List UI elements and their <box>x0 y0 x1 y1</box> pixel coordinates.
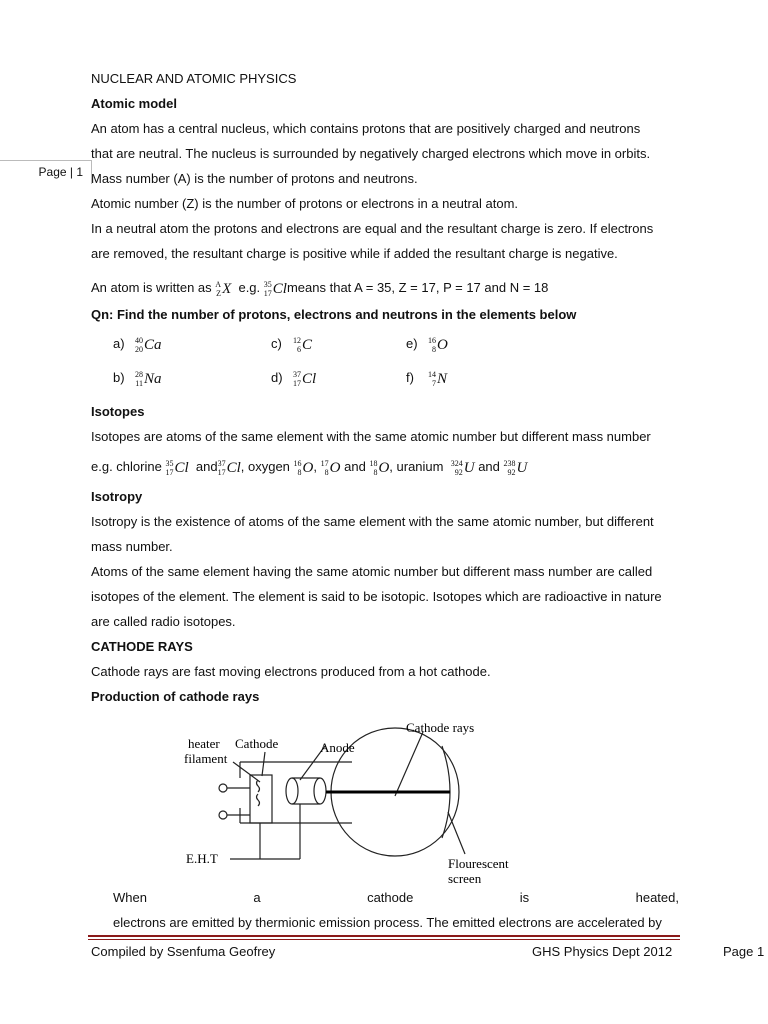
label-flourescent: Flourescent <box>448 856 509 871</box>
nuclide-o17: 17 8 O <box>320 459 341 478</box>
label-filament: filament <box>184 751 228 766</box>
when-heated-line: When a cathode is heated, <box>113 890 679 905</box>
footer-rule-thick <box>88 935 680 937</box>
question-item-b: b) 28 11 Na <box>113 370 162 389</box>
question-item-e: e) 16 8 O <box>406 336 448 355</box>
nuclide-cl35: 35 17 Cl <box>165 459 189 478</box>
label-eht: E.H.T <box>186 851 218 866</box>
eg-chlorine-text: e.g. chlorine <box>91 459 162 474</box>
question-item-c: c) 12 6 C <box>271 336 313 355</box>
question-item-f: f) 14 7 N <box>406 370 448 389</box>
footer-department: GHS Physics Dept 2012 <box>532 944 673 959</box>
notation-eg: e.g. <box>238 280 261 295</box>
mass-number-definition: Mass number (A) is the number of protons and neutrons. <box>91 171 418 186</box>
footer-page-number: Page 1 <box>723 944 765 959</box>
nuclide-o16: 16 8 O <box>293 459 314 478</box>
cathode-rays-definition: Cathode rays are fast moving electrons produced from a hot cathode. <box>91 664 491 679</box>
cathode-rays-heading: CATHODE RAYS <box>91 639 193 654</box>
nuclide-cl37: 37 17 Cl <box>217 459 241 478</box>
margin-page-label: Page | 1 <box>38 165 83 179</box>
question-item-a: a) 40 20 Ca <box>113 336 162 355</box>
nuclide-u324: 324 92 U <box>450 459 475 478</box>
notation-pre: An atom is written as <box>91 280 212 295</box>
isotropy-line5: are called radio isotopes. <box>91 614 236 629</box>
isotropy-line4: isotopes of the element. The element is said to be isotopic. Isotopes which are radioactive in nature <box>91 589 662 604</box>
nuclide-o18: 18 8 O <box>369 459 390 478</box>
emitted-electrons-line: electrons are emitted by thermionic emission process. The emitted electrons are accelerated by <box>113 915 662 930</box>
atomic-number-definition: Atomic number (Z) is the number of protons or electrons in a neutral atom. <box>91 196 519 211</box>
oxygen-text: , oxygen <box>240 459 290 474</box>
notation-post: means that A = 35, Z = 17, P = 17 and N = 18 <box>286 280 549 295</box>
footer-author: Compiled by Ssenfuma Geofrey <box>91 944 276 959</box>
isotopes-heading: Isotopes <box>91 404 145 419</box>
nuclide-example: 35 17 Cl <box>263 280 287 299</box>
isotropy-heading: Isotropy <box>91 489 143 504</box>
label-cathode: Cathode <box>235 736 279 751</box>
margin-page-indicator <box>0 160 92 184</box>
isotropy-line1: Isotropy is the existence of atoms of the same element with the same atomic number, but different <box>91 514 654 529</box>
atomic-model-heading: Atomic model <box>91 96 177 111</box>
notation-line <box>91 277 548 300</box>
question-text: Qn: Find the number of protons, electrons and neutrons in the elements below <box>91 307 577 322</box>
nuclide-u238: 238 92 U <box>503 459 528 478</box>
cathode-ray-tube-diagram <box>180 712 520 892</box>
atomic-model-para-line1: An atom has a central nucleus, which contains protons that are positively charged and neutrons <box>91 121 641 136</box>
neutral-atom-line1: In a neutral atom the protons and electrons are equal and the resultant charge is zero. If electrons <box>91 221 654 236</box>
label-screen: screen <box>448 871 482 886</box>
uranium-text: , uranium <box>389 459 444 474</box>
isotropy-line2: mass number. <box>91 539 173 554</box>
isotopes-definition: Isotopes are atoms of the same element with the same atomic number but different mass number <box>91 429 651 444</box>
isotropy-line3: Atoms of the same element having the same atomic number but different mass number are called <box>91 564 653 579</box>
nuclide-generic: A Z X <box>215 280 232 299</box>
and-text: and <box>195 459 218 474</box>
footer-rule-thin <box>88 939 680 940</box>
production-heading: Production of cathode rays <box>91 689 260 704</box>
label-heater: heater <box>188 736 220 751</box>
label-anode: Anode <box>320 740 355 755</box>
atomic-model-para-line2: that are neutral. The nucleus is surrounded by negatively charged electrons which move in orbits. <box>91 146 651 161</box>
isotopes-examples-line: e.g. chlorine 35 17 Cl and 37 17 Cl, oxygen 16 8 O, 17 8 O and 18 8 O, uranium 324 92 U and 238 92 U <box>91 456 527 479</box>
neutral-atom-line2: are removed, the resultant charge is positive while if added the resultant charge is negative. <box>91 246 618 261</box>
document-title: NUCLEAR AND ATOMIC PHYSICS <box>91 71 297 86</box>
label-cathode-rays: Cathode rays <box>406 720 475 735</box>
question-item-d: d) 37 17 Cl <box>271 370 317 389</box>
